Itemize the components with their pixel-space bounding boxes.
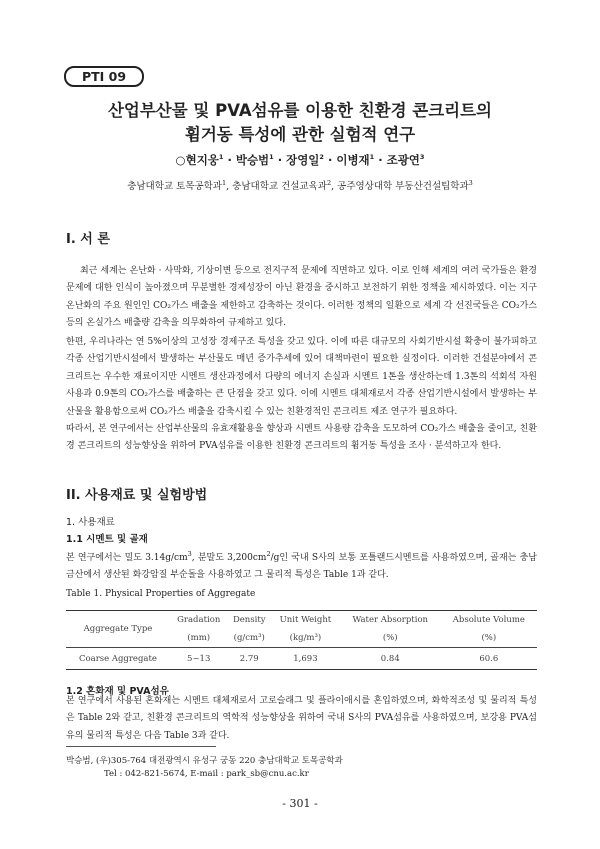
intro-paragraph-2: 한편, 우리나라는 연 5%이상의 고성장 경제구조 특성을 갖고 있다. 이에 따른 대규모의 사회기반시설 확충이 불가피하고 각종 산업기반시설에서 발생하는 부산물도 매년 증가추세에 있어 대책마련이 필요한 실정이다. 이러한 건설분야에서 콘크리트는 우수한 재료이지만 시멘트 생산과정에서 다량의 에너지 손실과 시멘트 1톤을 생산하는데 1.3톤의 석회석 자원사용과 0.9톤의 CO₂가스를 배출하는 큰 단점을 갖고 있다. 이에 시멘트 대체재로서 각종 산업기반시설에서 발생하는 부산물을 활용함으로써 CO₂가스 배출을 감축시킬 수 있는 친환경적인 콘크리트 제조 연구가 필요하다. xyxy=(66,337,537,417)
table-header-unit: (mm) xyxy=(187,633,211,643)
table-header-unit: (g/cm³) xyxy=(233,633,265,643)
section-heading-materials: II. 사용재료 및 실험방법 xyxy=(66,488,208,503)
author-list xyxy=(60,152,540,168)
aggregate-properties-table xyxy=(66,610,537,670)
affiliation-mark: 1 xyxy=(221,178,227,187)
author-name: 조광연 xyxy=(386,153,420,167)
author-affiliation-mark: 2 xyxy=(319,153,324,162)
table-header-unit: (%) xyxy=(382,633,398,643)
table-cell: 1,693 xyxy=(271,648,340,670)
table-header: Absolute Volume xyxy=(452,615,525,625)
table-header-unit: (kg/m³) xyxy=(289,633,322,643)
author-separator: ○ xyxy=(175,153,186,167)
cement-paragraph: 본 연구에서는 밀도 $3.14g/cm^3$, 분말도 $3,200cm^2/g$인 국내 S사의 보통 포틀랜드시멘트를 사용하였으며, 골재는 충남 금산에서 생산된 화강암질 부순돌을 사용하였고 그 물리적 특성은 Table 1과 같다. xyxy=(66,550,537,581)
section-heading-introduction: I. 서 론 xyxy=(66,232,110,247)
footnote-contact: Tel : 042-821-5674, E-mail : park_sb@cnu.ac.kr xyxy=(104,769,309,779)
author-name: 박승범 xyxy=(235,153,270,167)
footnote-divider xyxy=(66,746,216,747)
author-separator: · xyxy=(374,153,387,167)
paper-title-line1: 산업부산물 및 PVA섬유를 이용한 친환경 콘크리트의 xyxy=(107,101,492,120)
session-badge: PTI 09 xyxy=(64,66,144,87)
author-affiliation-mark: 1 xyxy=(369,153,375,162)
table-header: Gradation xyxy=(177,615,221,625)
author-separator: · xyxy=(323,153,337,167)
affiliation-name: , 공주영상대학 부동산건설팀학과 xyxy=(331,181,469,192)
table-header: Unit Weight xyxy=(279,615,332,625)
table-cell: 60.6 xyxy=(441,648,537,670)
table-cell: 5~13 xyxy=(170,648,228,670)
table-row xyxy=(66,648,537,670)
author-separator: · xyxy=(223,153,236,167)
author-name: 장영일 xyxy=(286,153,320,167)
page-number: - 301 - xyxy=(282,797,318,810)
table-cell: 0.84 xyxy=(340,648,441,670)
table-header: Water Absorption xyxy=(352,615,429,625)
subheading-admixture-pva: 1.2 혼화재 및 PVA섬유 xyxy=(66,686,169,697)
footnote-address: 박승범, (우)305-764 대전광역시 유성구 궁동 220 충남대학교 토목공학과 xyxy=(66,756,343,766)
author-affiliation-mark: 3 xyxy=(419,153,425,162)
author-separator: · xyxy=(273,153,287,167)
author-affiliation-mark: 1 xyxy=(218,153,224,162)
author-name: 현지웅 xyxy=(185,153,219,167)
intro-paragraph-3: 따라서, 본 연구에서는 산업부산물의 유효재활용을 향상과 시멘트 사용량 감축을 도모하여 CO₂가스 배출을 줄이고, 친환경 콘크리트의 성능향상을 위하여 PVA섬유를 이용한 친환경 콘크리트의 휨거동 특성을 조사 · 분석하고자 한다. xyxy=(66,424,537,452)
paper-title-line2: 휨거동 특성에 관한 실험적 연구 xyxy=(184,125,416,144)
affiliation-mark: 2 xyxy=(326,178,332,187)
affiliation-name: , 충남대학교 건설교육과 xyxy=(226,181,327,192)
affiliation-name: 충남대학교 토목공학과 xyxy=(127,181,222,192)
table-caption: Table 1. Physical Properties of Aggregate xyxy=(66,589,256,599)
author-affiliation-mark: 1 xyxy=(269,153,274,162)
admixture-paragraph: 본 연구에서 사용된 혼화재는 시멘트 대체재로서 고로슬래그 및 플라이애시를 혼입하였으며, 화학적조성 및 물리적 특성은 Table 2와 같고, 친환경 콘크리트의 역학적 성능향상을 위하여 국내 S사의 PVA섬유를 사용하였으며, 보강용 PVA섬유의 물리적 특성은 다음 Table 3과 같다. xyxy=(66,696,537,741)
table-header: Aggregate Type xyxy=(83,624,153,634)
subheading-cement-aggregate: 1.1 시멘트 및 골재 xyxy=(66,534,148,545)
intro-paragraph-1: 최근 세계는 온난화 · 사막화, 기상이변 등으로 전지구적 문제에 직면하고 있다. 이로 인해 세계의 여러 국가들은 환경문제에 대한 인식이 높아졌으며 무분별한 경제성장이 아닌 환경을 중시하고 보전하기 위한 정책을 제시하였다. 이는 지구온난화의 주요 원인인 CO₂가스 배출을 제한하고 감축하는 것이다. 이러한 정책의 일환으로 세계 각 선진국들은 CO₂가스 등의 온실가스 배출량 감축을 의무화하여 규제하고 있다. xyxy=(66,266,537,329)
table-cell: Coarse Aggregate xyxy=(66,648,170,670)
table-cell: 2.79 xyxy=(228,648,272,670)
author-name: 이병재 xyxy=(336,153,370,167)
table-header: Density xyxy=(232,615,266,625)
affiliation-mark: 3 xyxy=(468,178,473,187)
subheading-materials: 1. 사용재료 xyxy=(66,517,115,528)
table-header-unit: (%) xyxy=(481,633,497,643)
affiliation-list xyxy=(60,178,540,192)
